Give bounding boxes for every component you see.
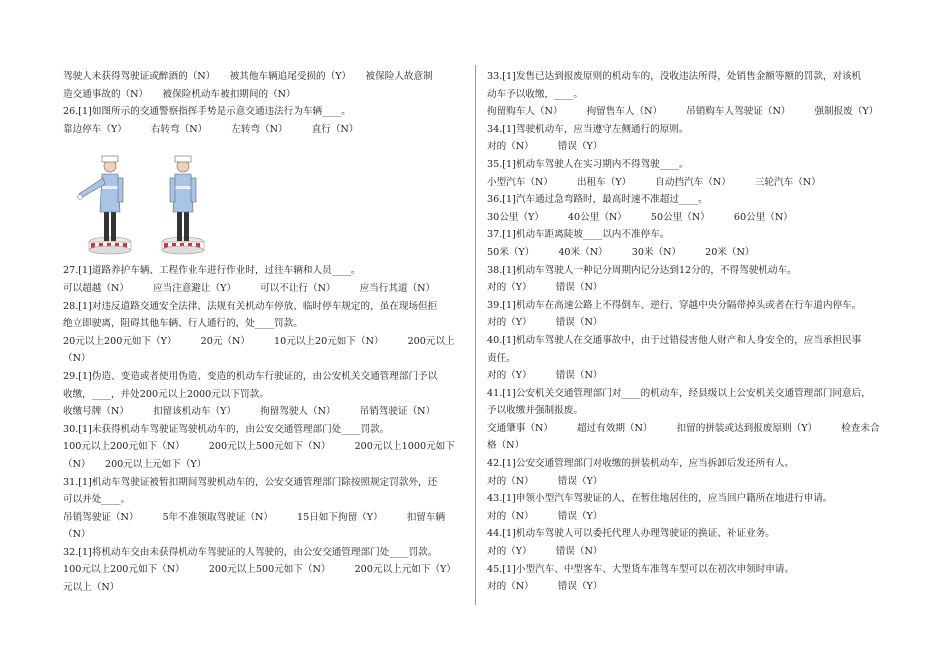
question-33-cont: 动车予以收缴，____。 xyxy=(487,88,583,100)
text-line: 造交通事故的（N） 被保险机动车被扣期间的（N） xyxy=(63,88,296,100)
option: 拘留售车人（N） xyxy=(586,106,663,118)
option: 错误（N） xyxy=(555,546,603,558)
option: 拘留驾驶人（N） xyxy=(260,406,336,418)
options-39 xyxy=(487,314,887,332)
question-29: 29.[1]伪造、变造或者使用伪造、变造的机动车行驶证的，由公安机关交通管理部门予以 xyxy=(63,370,438,382)
options-43 xyxy=(487,508,887,526)
option: 可以超越（N） xyxy=(63,282,129,294)
option: 20元以上200元如下（Y） xyxy=(63,335,177,347)
options-38 xyxy=(487,279,887,297)
option: 40米（N） xyxy=(558,246,608,258)
option: 靠边停车（Y） xyxy=(63,123,127,135)
option: 超过有效期（N） xyxy=(576,422,653,434)
option-tail: 元以上（N） xyxy=(63,582,120,594)
option: 20元（N） xyxy=(200,335,250,347)
question-41-cont: 予以收缴并强制报废。 xyxy=(487,405,583,417)
option: 错误（Y） xyxy=(557,141,603,153)
option: 可以不让行（N） xyxy=(260,282,336,294)
officer-right xyxy=(162,156,204,254)
options-35 xyxy=(487,174,887,192)
question-37: 37.[1]机动车距离陡坡____以内不准停车。 xyxy=(487,229,670,241)
officer-left xyxy=(78,156,132,254)
question-36: 36.[1]汽车通过急弯路时，最高时速不准超过____。 xyxy=(487,194,708,206)
question-39: 39.[1]机动车在高速公路上不得倒车、逆行、穿越中央分隔带掉头或者在行车道内停车。 xyxy=(487,299,862,311)
question-40: 40.[1]机动车驾驶人在交通事故中，由于过错侵害他人财产和人身安全的，应当承担民事 xyxy=(487,334,862,346)
traffic-police-figure xyxy=(63,138,465,262)
option: 错误（Y） xyxy=(557,510,603,522)
options-42 xyxy=(487,473,887,491)
option-tail: （N） 200元以上元如下（Y） xyxy=(63,458,207,470)
option: 小型汽车（N） xyxy=(487,176,553,188)
option: 扣留车辆 xyxy=(406,511,446,523)
question-40-cont: 责任。 xyxy=(487,352,516,364)
option: 左转弯（N） xyxy=(231,123,288,135)
option: 100元以上200元如下（N） xyxy=(63,441,185,453)
option: 应当行其道（N） xyxy=(359,282,436,294)
option: 200元以上1000元如下 xyxy=(354,441,455,453)
question-44: 44.[1]机动车驾驶人可以委托代理人办理驾驶证的换证、补证业务。 xyxy=(487,528,775,540)
options-45 xyxy=(487,578,887,596)
options-29 xyxy=(63,403,465,421)
option: 应当注意避让（Y） xyxy=(152,282,237,294)
option: 强制报废（Y） xyxy=(814,106,879,118)
option: 对的（N） xyxy=(487,510,534,522)
options-41 xyxy=(487,420,887,438)
option: 30米（N） xyxy=(631,246,682,258)
option: 右转弯（N） xyxy=(150,123,208,135)
question-33: 33.[1]发售已达到报废原则的机动车的，没收违法所得，处销售金额等额的罚款，对该机 xyxy=(487,71,862,82)
option: 30公里（Y） xyxy=(487,211,544,223)
option: 吊销驾驶证（N） xyxy=(359,406,436,418)
option: 5年不准领取驾驶证（N） xyxy=(162,511,273,523)
option: 200元以上元如下（Y） xyxy=(354,564,456,576)
text-line: 驾驶人未获得驾驶证或醉酒的（N） 被其他车辆追尾受损的（Y） 被保险人故意制 xyxy=(63,71,433,82)
option: 对的（Y） xyxy=(487,370,532,382)
options-33 xyxy=(487,103,887,121)
question-26: 26.[1]如图所示的交通警察指挥手势是示意交通违法行为车辆____。 xyxy=(63,106,351,118)
option: 三轮汽车（N） xyxy=(754,176,821,188)
option: 错误（N） xyxy=(555,282,603,294)
options-26 xyxy=(63,121,465,139)
right-column xyxy=(487,68,887,596)
option: 50公里（N） xyxy=(650,211,710,223)
question-28-cont: 绝立即驶离，阻碍其他车辆、行人通行的，处____罚款。 xyxy=(63,318,303,330)
column-divider xyxy=(475,65,476,605)
question-31-cont: 可以并处____。 xyxy=(63,494,131,506)
option: 错误（N） xyxy=(555,370,603,382)
options-34 xyxy=(487,138,887,156)
question-35: 35.[1]机动车驾驶人在实习期内不得驾驶____。 xyxy=(487,158,689,170)
option: 对的（N） xyxy=(487,581,534,593)
option: 收缴号牌（N） xyxy=(63,406,129,418)
option: 错误（N） xyxy=(555,317,603,329)
option: 自动挡汽车（N） xyxy=(655,176,731,188)
option: 10元以上20元如下（N） xyxy=(274,335,384,347)
option: 对的（Y） xyxy=(487,282,532,294)
option: 对的（Y） xyxy=(487,317,532,329)
question-38: 38.[1]机动车驾驶人一种记分周期内记分达到12分的，不得驾驶机动车。 xyxy=(487,264,797,276)
options-37 xyxy=(487,244,887,262)
option: 100元以上200元如下（N） xyxy=(63,564,185,576)
question-34: 34.[1]驾驶机动车，应当遵守左侧通行的原则。 xyxy=(487,123,689,135)
option: 对的（Y） xyxy=(487,546,532,558)
question-29-cont: 收缴，____，并处200元以上2000元以下罚款。 xyxy=(63,388,269,400)
option: 200元以上 xyxy=(407,335,455,347)
option: 对的（N） xyxy=(487,475,534,487)
question-43: 43.[1]申领小型汽车驾驶证的人，在暂住地居住的，应当回户籍所在地进行申请。 xyxy=(487,493,833,505)
option: 出租车（Y） xyxy=(576,176,632,188)
option: 50米（Y） xyxy=(487,246,535,258)
option: 60公里（N） xyxy=(733,211,793,223)
option: 直行（N） xyxy=(311,123,359,135)
question-30: 30.[1]未获得机动车驾驶证驾驶机动车的，由公安交通管理部门处____罚款。 xyxy=(63,423,390,435)
option: 检查未合 xyxy=(841,422,880,434)
left-column xyxy=(63,68,465,597)
question-42: 42.[1]公安交通管理部门对收缴的拼装机动车，应当拆卸后发还所有人。 xyxy=(487,458,795,470)
options-32 xyxy=(63,561,465,579)
option: 200元以上500元如下（N） xyxy=(208,564,331,576)
question-41: 41.[1]公安机关交通管理部门对____的机动车，经县级以上公安机关交通管理部门同意后， xyxy=(487,387,871,399)
option: 15日如下拘留（Y） xyxy=(297,511,383,523)
option: 对的（N） xyxy=(487,141,534,153)
option: 扣留的拼装或达到报废原则（Y） xyxy=(676,422,818,434)
option-tail: 格（N） xyxy=(487,440,525,452)
option: 40公里（N） xyxy=(567,211,627,223)
option-tail: （N） xyxy=(63,529,91,541)
options-44 xyxy=(487,543,887,561)
options-28 xyxy=(63,333,465,351)
option: 吊销购车人驾驶证（N） xyxy=(686,106,791,118)
question-31: 31.[1]机动车驾驶证被暂扣期间驾驶机动车的，公安交通管理部门除按照规定罚款外，还 xyxy=(63,476,438,488)
options-31 xyxy=(63,509,465,527)
options-27 xyxy=(63,280,465,298)
question-45: 45.[1]小型汽车、中型客车、大型货车准驾车型可以在初次申领时申请。 xyxy=(487,563,795,575)
question-27: 27.[1]道路养护车辆、工程作业车进行作业时，过往车辆和人员____。 xyxy=(63,265,361,277)
traffic-police-illustration xyxy=(75,138,225,260)
option: 拘留购车人（N） xyxy=(487,106,563,118)
options-40 xyxy=(487,367,887,385)
question-28: 28.[1]对违反道路交通安全法律、法规有关机动车停放、临时停车规定的，虽在现场但拒 xyxy=(63,300,438,312)
options-30 xyxy=(63,438,465,456)
option: 200元以上500元如下（N） xyxy=(208,441,331,453)
option: 错误（Y） xyxy=(557,581,603,593)
option: 20米（N） xyxy=(705,246,755,258)
option: 错误（Y） xyxy=(557,475,603,487)
option-tail: （N） xyxy=(63,353,91,365)
options-36 xyxy=(487,209,887,227)
question-32: 32.[1]将机动车交由未获得机动车驾驶证的人驾驶的，由公安交通管理部门处____罚款。 xyxy=(63,546,438,558)
option: 扣留该机动车（Y） xyxy=(152,406,237,418)
option: 吊销驾驶证（N） xyxy=(63,511,139,523)
option: 交通肇事（N） xyxy=(487,422,553,434)
